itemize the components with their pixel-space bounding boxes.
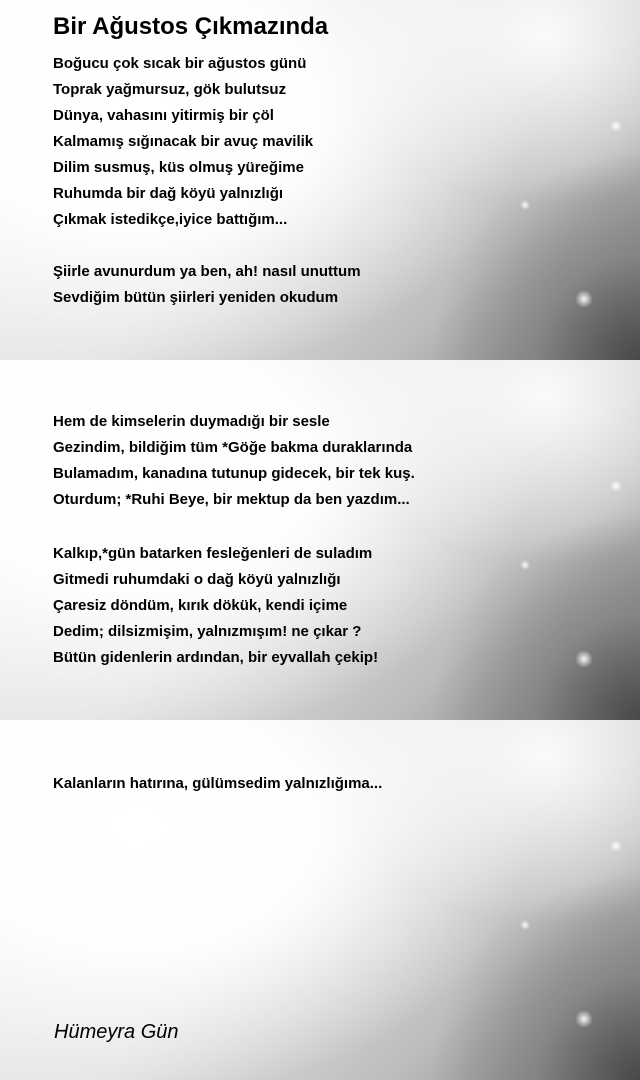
stanza-4 (53, 541, 378, 671)
poem-panel-1 (0, 0, 640, 360)
stanza-5 (53, 771, 382, 797)
poem-line: Gezindim, bildiğim tüm *Göğe bakma duraklarında (53, 439, 413, 456)
poem-line: Bütün gidenlerin ardından, bir eyvallah çekip! (53, 649, 379, 666)
poem-line: Kalanların hatırına, gülümsedim yalnızlığıma... (53, 775, 383, 792)
sparkle-decoration (610, 480, 622, 492)
sparkle-decoration (575, 290, 593, 308)
poem-line: Gitmedi ruhumdaki o dağ köyü yalnızlığı (53, 571, 341, 588)
poem-line: Çaresiz döndüm, kırık dökük, kendi içime (53, 597, 348, 614)
stanza-2 (53, 259, 361, 311)
poem-panel-3 (0, 720, 640, 1080)
poem-title: Bir Ağustos Çıkmazında (53, 13, 329, 40)
sparkle-decoration (575, 650, 593, 668)
poem-line: Dedim; dilsizmişim, yalnızmışım! ne çıkar ? (53, 623, 362, 640)
sparkle-decoration (575, 1010, 593, 1028)
poem-line: Dünya, vahasını yitirmiş bir çöl (53, 107, 274, 124)
poem-line: Boğucu çok sıcak bir ağustos günü (53, 55, 307, 72)
poem-line: Oturdum; *Ruhi Beye, bir mektup da ben yazdım... (53, 491, 410, 508)
poem-line: Sevdiğim bütün şiirleri yeniden okudum (53, 289, 339, 306)
poem-panel-2 (0, 360, 640, 720)
sparkle-decoration (520, 200, 530, 210)
poem-line: Toprak yağmursuz, gök bulutsuz (53, 81, 287, 98)
sparkle-decoration (610, 120, 622, 132)
sparkle-decoration (520, 560, 530, 570)
poem-line: Ruhumda bir dağ köyü yalnızlığı (53, 185, 284, 202)
poem-line: Bulamadım, kanadına tutunup gidecek, bir tek kuş. (53, 465, 415, 482)
stanza-1 (53, 51, 313, 233)
poem-line: Kalmamış sığınacak bir avuç mavilik (53, 133, 314, 150)
poem-line: Şiirle avunurdum ya ben, ah! nasıl unuttum (53, 263, 361, 280)
poem-line: Çıkmak istedikçe,iyice battığım... (53, 211, 288, 228)
poem-line: Dilim susmuş, küs olmuş yüreğime (53, 159, 304, 176)
poem-line: Hem de kimselerin duymadığı bir sesle (53, 413, 330, 430)
poem-line: Kalkıp,*gün batarken fesleğenleri de suladım (53, 545, 373, 562)
sparkle-decoration (610, 840, 622, 852)
stanza-3 (53, 409, 415, 513)
poem-author: Hümeyra Gün (54, 1021, 179, 1043)
sparkle-decoration (520, 920, 530, 930)
